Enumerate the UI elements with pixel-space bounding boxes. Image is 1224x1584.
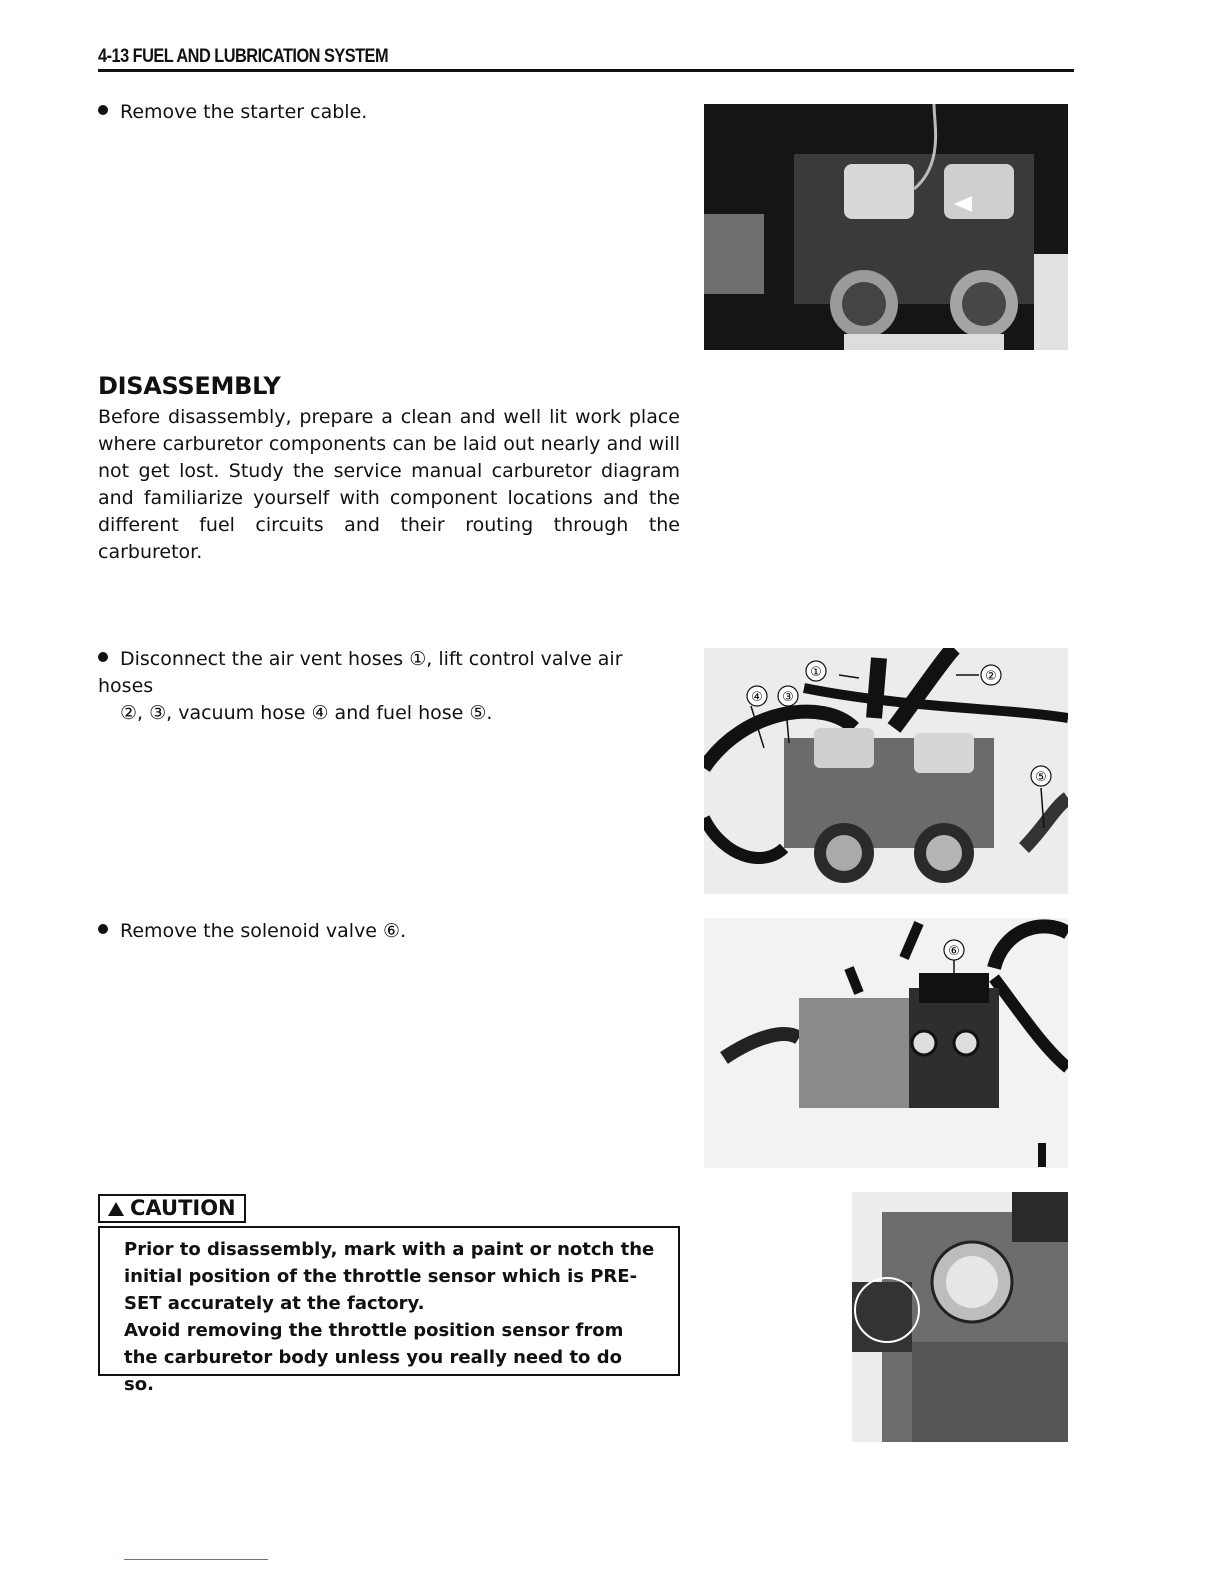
callout-4: ④	[751, 690, 763, 705]
step-remove-starter-cable	[98, 99, 680, 126]
bullet-icon	[98, 652, 108, 662]
footer-rule	[124, 1559, 268, 1560]
bullet-icon	[98, 105, 108, 115]
photo-throttle-sensor	[852, 1192, 1068, 1442]
photo-solenoid-valve	[704, 918, 1068, 1168]
photo-hoses	[704, 648, 1068, 894]
step-text-line1: Disconnect the air vent hoses ①, lift control valve air hoses	[98, 648, 623, 697]
step-text-line2: ②, ③, vacuum hose ④ and fuel hose ⑤.	[120, 702, 493, 724]
photo-hoses-drawing	[704, 648, 1068, 894]
section-body: Before disassembly, prepare a clean and well lit work place where carburetor components can be laid out nearly and will not get lost. Study the service manual carburetor diagram and familiarize yourself with component locations and the different fuel circuits and their routing through the carburetor.	[98, 406, 680, 563]
caution-text-1: Prior to disassembly, mark with a paint or notch the initial position of the throttle sensor which is PRE-SET accurately at the factory.	[124, 1239, 655, 1314]
photo-starter-cable	[704, 104, 1068, 350]
callout-6: ⑥	[948, 944, 960, 959]
caution-text-2: Avoid removing the throttle position sensor from the carburetor body unless you really need to do so.	[124, 1320, 624, 1395]
bullet-icon	[98, 924, 108, 934]
caution-box	[98, 1226, 680, 1395]
step-remove-solenoid-valve	[98, 918, 680, 945]
step-text: Remove the starter cable.	[120, 101, 368, 123]
callout-5: ⑤	[1035, 770, 1047, 785]
header-title: 4-13 FUEL AND LUBRICATION SYSTEM	[98, 46, 389, 67]
step-disconnect-hoses	[98, 646, 680, 727]
callout-2: ②	[985, 669, 997, 684]
photo-starter-cable-drawing	[704, 104, 1068, 350]
photo-solenoid-valve-drawing	[704, 918, 1068, 1168]
photo-throttle-sensor-drawing	[852, 1192, 1068, 1442]
caution-label-text: CAUTION	[130, 1196, 236, 1220]
callout-3: ③	[782, 690, 794, 705]
page-header	[98, 44, 1074, 72]
warning-triangle-icon	[108, 1202, 124, 1216]
caution-label	[98, 1194, 246, 1223]
callout-1: ①	[810, 665, 822, 680]
section-title: DISASSEMBLY	[98, 372, 281, 400]
scan-mark	[1038, 1143, 1046, 1167]
step-text: Remove the solenoid valve ⑥.	[120, 920, 407, 942]
